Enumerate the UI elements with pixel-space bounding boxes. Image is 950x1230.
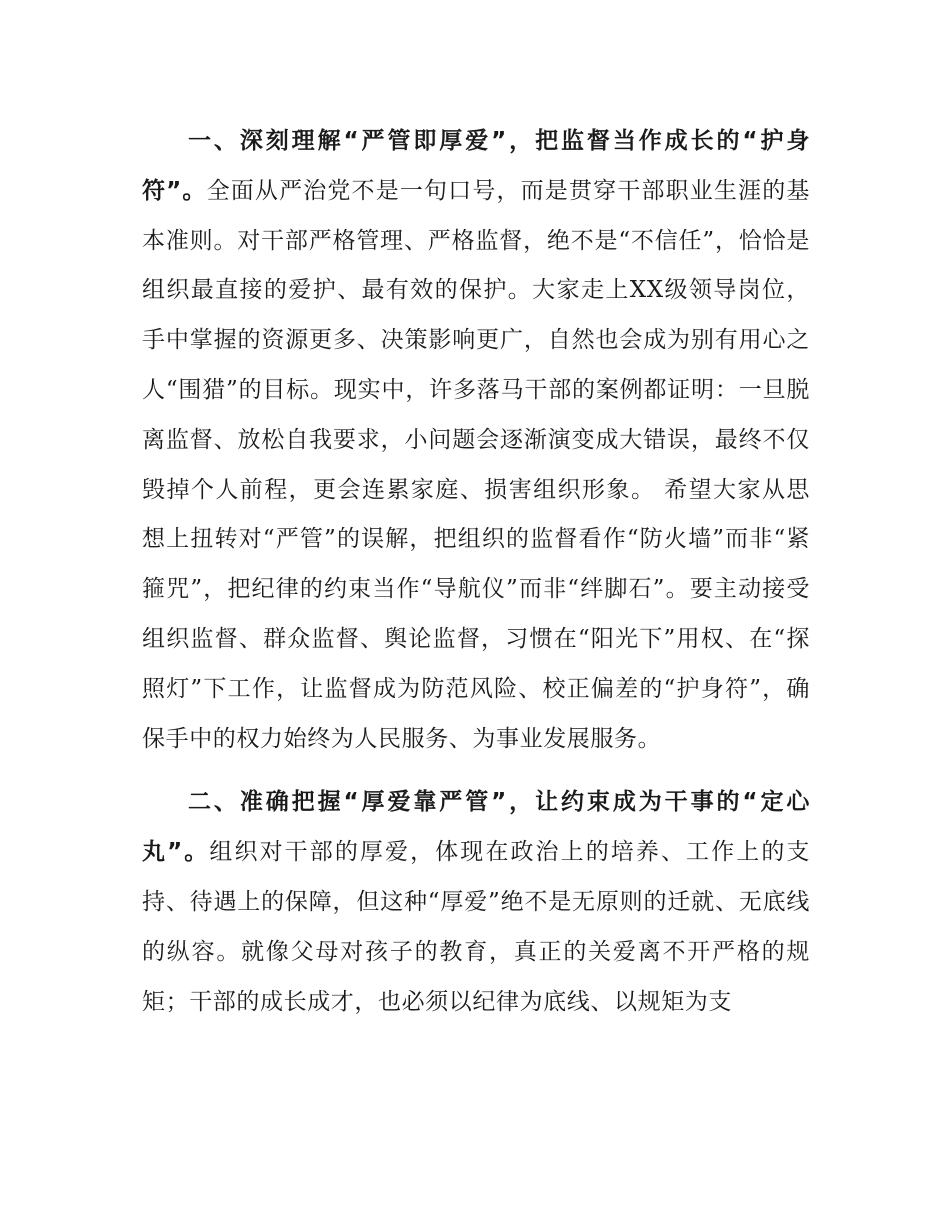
paragraph-1-body: 全面从严治党不是一句口号，而是贯穿干部职业生涯的基本准则。对干部严格管理、严格监督，绝不是“不信任”，恰恰是组织最直接的爱护、最有效的保护。大家走上XX级领导岗位，手中掌握的资源更多、决策影响更广，自然也会成为别有用心之人“围猎”的目标。现实中，许多落马干部的案例都证明：一旦脱离监督、放松自我要求，小问题会逐渐演变成大错误，最终不仅毁掉个人前程，更会连累家庭、损害组织形象。 希望大家从思想上扭转对“严管”的误解，把组织的监督看作“防火墙”而非“紧箍咒”，把纪律的约束当作“导航仪”而非“绊脚石”。要主动接受组织监督、群众监督、舆论监督，习惯在“阳光下”用权、在“探照灯”下工作，让监督成为防范风险、校正偏差的“护身符”，确保手中的权力始终为人民服务、为事业发展服务。	[142, 177, 810, 752]
paragraph-2-heading: 二、准确把握“厚爱靠严管”，让约束成为干事的“定心丸”。	[142, 789, 810, 866]
paragraph-2	[142, 778, 810, 1027]
paragraph-1-heading: 一、深刻理解“严管即厚爱”，把监督当作成长的“护身符”。	[142, 128, 810, 204]
paragraph-1	[142, 117, 810, 764]
paragraph-2-body: 组织对干部的厚爱，体现在政治上的培养、工作上的支持、待遇上的保障，但这种“厚爱”绝不是无原则的迁就、无底线的纵容。就像父母对孩子的教育，真正的关爱离不开严格的规矩；干部的成长成才，也必须以纪律为底线、以规矩为支	[142, 839, 811, 1015]
document-page	[142, 117, 810, 1027]
